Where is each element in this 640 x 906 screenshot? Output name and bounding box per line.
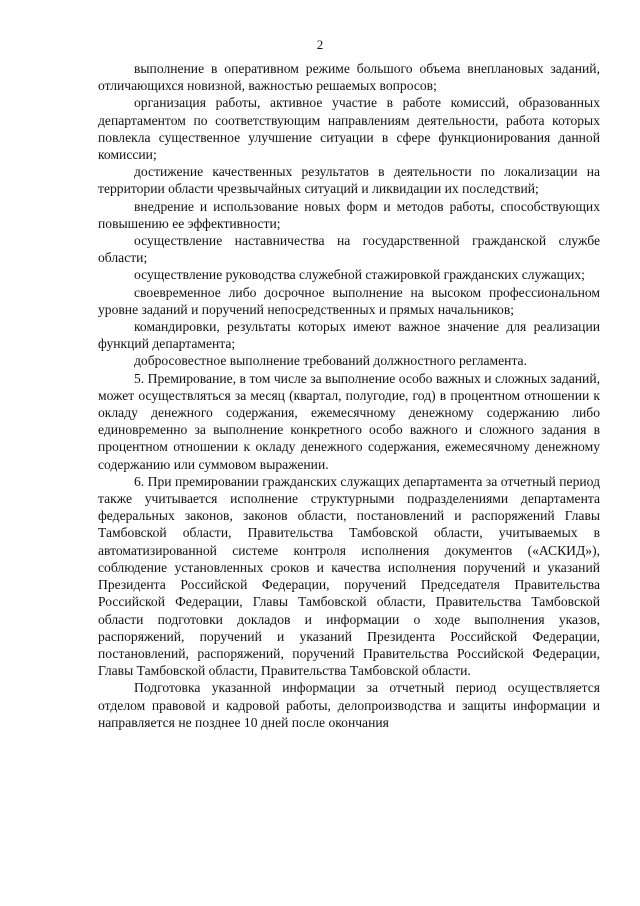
- list-item-emergency: достижение качественных результатов в деятельности по локализации на территории области чрезвычайных ситуаций и ликвидации их последствий;: [98, 164, 600, 197]
- list-item-unplanned-tasks: выполнение в оперативном режиме большого объема внеплановых заданий, отличающихся новизной, важностью решаемых вопросов;: [98, 61, 600, 94]
- clause-6: 6. При премировании гражданских служащих департамента за отчетный период также учитывается исполнение структурными подразделениями департамента федеральных законов, законов области, постановлений и распоряжений Главы Тамбовской области, Правительства Тамбовской области, учитываемых в автоматизированной системе контроля исполнения документов («АСКИД»), соблюдение установленных сроков и качества исполнения поручений и указаний Президента Российской Федерации, поручений Председателя Правительства Российской Федерации, Главы Тамбовской области, Правительства Тамбовской области подготовки докладов и информации о ходе выполнения указов, распоряжений, поручений и указаний Президента Российской Федерации, постановлений, распоряжений, поручений Правительства Российской Федерации, Главы Тамбовской области, Правительства Тамбовской области.: [98, 473, 600, 679]
- list-item-commissions: организация работы, активное участие в работе комиссий, образованных департаментом по соответствующим направлениям деятельности, работа которых повлекла существенное улучшение ситуации в сфере функционирования данной комиссии;: [98, 95, 600, 163]
- list-item-mentoring: осуществление наставничества на государственной гражданской службе области;: [98, 233, 600, 266]
- list-item-internship: осуществление руководства служебной стажировкой гражданских служащих;: [134, 267, 585, 283]
- list-item-regulations: добросовестное выполнение требований должностного регламента.: [134, 353, 527, 369]
- page-number: 2: [316, 37, 324, 52]
- paragraph-preparation: Подготовка указанной информации за отчетный период осуществляется отделом правовой и кадровой работы, делопроизводства и защиты информации и направляется не позднее 10 дней после окончания: [98, 680, 600, 730]
- list-item-new-methods: внедрение и использование новых форм и методов работы, способствующих повышению ее эффективности;: [98, 198, 600, 231]
- clause-5: 5. Премирование, в том числе за выполнение особо важных и сложных заданий, может осуществляться за месяц (квартал, полугодие, год) в процентном отношении к окладу денежного содержания, ежемесячному денежному содержанию либо единовременно за выполнение конкретного особо важного и сложного задания в процентном отношении к окладу денежного содержания, ежемесячному денежному содержанию или суммовом выражении.: [98, 370, 600, 472]
- list-item-business-trips: командировки, результаты которых имеют важное значение для реализации функций департамента;: [98, 319, 600, 352]
- document-body: [98, 60, 600, 731]
- list-item-timely-execution: своевременное либо досрочное выполнение на высоком профессиональном уровне заданий и поручений непосредственных и прямых начальников;: [98, 284, 600, 317]
